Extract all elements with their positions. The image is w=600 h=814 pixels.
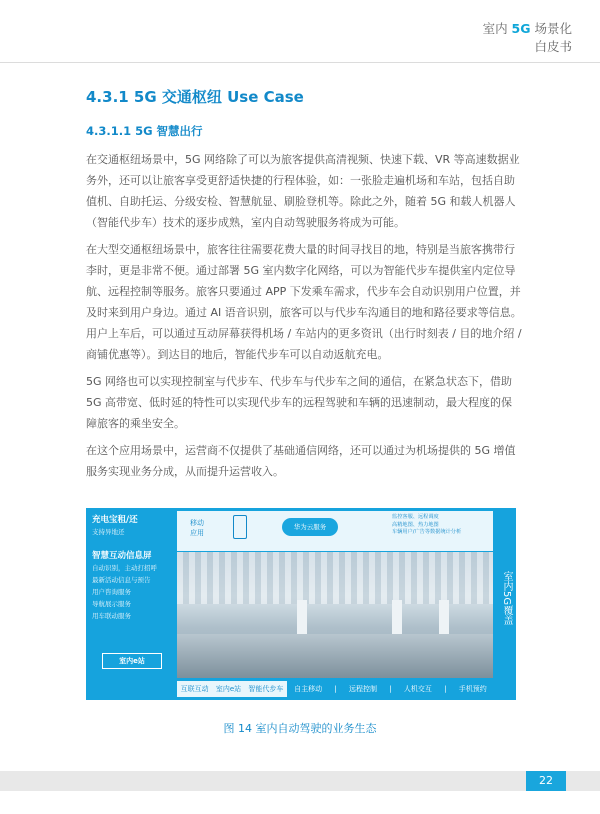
paragraph-1: 在交通枢纽场景中，5G 网络除了可以为旅客提供高清视频、快速下载、VR 等高速数据业务外，还可以让旅客享受更舒适快捷的行程体验，如：一张脸走遍机场和车站，包括自助值机、自助托运、分级安检、智慧航显、刷脸登机等。除此之外，随着 5G 和载人机器人（智能代步车）技术的逐步成熟，室内自动驾驶服务将成为可能。 (86, 153, 520, 229)
charge-subtitle: 支持异地还 (92, 528, 125, 536)
bottom-feature: 远程控制 (349, 685, 378, 693)
screen-item: 自动识别，主动打招呼 (92, 564, 157, 572)
footer-bar (0, 771, 600, 791)
smartphone-icon (233, 515, 247, 539)
floor (177, 634, 493, 678)
header-post: 场景化 (530, 21, 572, 36)
indoor-e-station-box: 室内e站 (102, 653, 162, 669)
header-line-1 (483, 20, 572, 38)
page-number: 22 (526, 771, 566, 791)
page-header (483, 20, 572, 56)
figure-caption: 图 14 室内自动驾驶的业务生态 (223, 722, 377, 735)
airport-hall-photo (177, 552, 493, 678)
mobile-label-2: 应用 (190, 529, 204, 537)
screen-item: 最新活动信息与预告 (92, 576, 151, 584)
header-5g: 5G (511, 21, 531, 36)
paragraph-4: 在这个应用场景中，运营商不仅提供了基础通信网络，还可以通过为机场提供的 5G 增值服务实现业务分成，从而提升运营收入。 (86, 444, 516, 478)
header-pre: 室内 (482, 21, 512, 36)
bottom-label: 互联互动 (180, 685, 209, 693)
header-line-2: 白皮书 (534, 39, 572, 54)
screen-item: 导航展示服务 (92, 600, 131, 608)
service-item: 高精地图、热力地图 (392, 521, 439, 528)
bottom-label: 智能代步车 (248, 685, 284, 693)
section-subtitle: 4.3.1.1 5G 智慧出行 (86, 124, 203, 138)
screen-item: 用户咨询服务 (92, 588, 131, 596)
business-ecosystem-figure (86, 508, 516, 700)
bottom-feature: 自主移动 (294, 685, 323, 693)
figure-left-panel (92, 514, 176, 676)
header-divider (0, 62, 600, 63)
screen-title: 智慧互动信息屏 (92, 551, 152, 561)
ceiling-pattern (177, 552, 493, 604)
service-item: 监控客服、远程调度 (392, 514, 439, 520)
separator: | (334, 685, 337, 693)
service-item: 车辆用户/广告等数据统计分析 (392, 529, 462, 535)
figure-bottom-right (288, 681, 493, 697)
screen-item: 用车联动服务 (92, 612, 131, 620)
separator: | (389, 685, 392, 693)
paragraph-2: 在大型交通枢纽场景中，旅客往往需要花费大量的时间寻找目的地，特别是当旅客携带行李时，更是非常不便。通过部署 5G 室内数字化网络，可以为智能代步车提供室内定位导航、远程控制等服务。旅客只要通过 APP 下发乘车需求，代步车会自动识别用户位置，并及时来到用户身边。通过 AI 语音识别，旅客可以与代步车沟通目的地和路径要求等信息。用户上车后，可以通过互动屏幕获得机场 / 车站内的更多资讯（出行时刻表 / 目的地介绍 / 商铺优惠等）。到达目的地后，智能代步车可以自动返航充电。 (86, 243, 522, 361)
bottom-label: 室内e站 (215, 685, 242, 693)
bottom-feature: 手机预约 (458, 685, 487, 693)
section-title: 4.3.1 5G 交通枢纽 Use Case (86, 88, 304, 106)
mobile-app-label (190, 518, 204, 538)
figure-bottom-left (177, 681, 287, 697)
charge-title: 充电宝租/还 (92, 515, 138, 525)
bottom-feature: 人机交互 (403, 685, 432, 693)
separator: | (444, 685, 447, 693)
huawei-cloud-badge: 华为云服务 (282, 518, 338, 536)
mobile-label-1: 移动 (190, 519, 204, 527)
cloud-services-list (392, 514, 461, 537)
paragraph-3: 5G 网络也可以实现控制室与代步车、代步车与代步车之间的通信，在紧急状态下，借助 5G 高带宽、低时延的特性可以实现代步车的远程驾驶和车辆的迅速制动，最大程度的保障旅客的乘坐安全。 (86, 375, 513, 430)
indoor-5g-coverage-label: 室内5G覆盖 (501, 570, 512, 626)
